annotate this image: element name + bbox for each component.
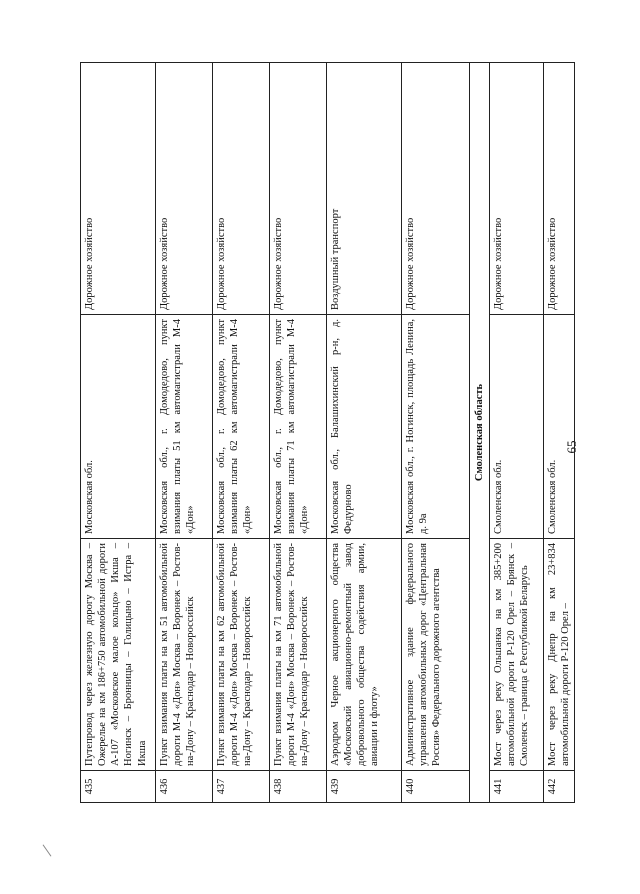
object-sector: Дорожное хозяйство [156,63,213,315]
row-number: 437 [213,771,270,803]
object-location: Смоленская обл. [490,315,544,539]
object-location: Смоленская обл. [544,315,575,539]
object-location: Московская обл., г. Домодедово, пункт взимания платы 71 км автомагистрали М-4 «Дон» [270,315,327,539]
object-sector: Дорожное хозяйство [270,63,327,315]
row-number: 438 [270,771,327,803]
object-name: Административное здание федерального управления автомобильных дорог «Центральная Россия» Федерального дорожного агентства [402,539,470,771]
object-location: Московская обл., Балашихинский р-н, д. Федурново [327,315,402,539]
object-sector: Дорожное хозяйство [544,63,575,315]
object-location: Московская обл., г. Домодедово, пункт взимания платы 62 км автомагистрали М-4 «Дон» [213,315,270,539]
object-name: Мост через реку Ольшанка на км 385+200 автомобильной дороги Р-120 Орел – Брянск – Смоленск – граница с Республикой Беларусь [490,539,544,771]
row-number: 436 [156,771,213,803]
table-row [213,63,270,803]
scan-mark [43,844,52,856]
object-name: Путепровод через железную дорогу Москва – Ожерелье на км 186+750 автомобильной дороги А-107 «Московское малое кольцо» Икша – Ногинск – Бронницы – Голицыно – Истра – Икша [81,539,156,771]
object-name: Пункт взимания платы на км 62 автомобильной дороги М-4 «Дон» Москва – Воронеж – Ростов-на-Дону – Краснодар – Новороссийск [213,539,270,771]
object-location: Московская обл. [81,315,156,539]
table-row [156,63,213,803]
object-name: Мост через реку Днепр на км 23+834 автомобильной дороги Р-120 Орел – [544,539,575,771]
row-number: 439 [327,771,402,803]
region-header-row [470,63,490,803]
objects-table [80,62,575,803]
row-number: 442 [544,771,575,803]
table-top-rule [80,63,81,803]
row-number: 441 [490,771,544,803]
object-name: Пункт взимания платы на км 71 автомобильной дороги М-4 «Дон» Москва – Воронеж – Ростов-на-Дону – Краснодар – Новороссийск [270,539,327,771]
object-sector: Воздушный транспорт [327,63,402,315]
object-name: Аэродром Черное акционерного общества «Московский авиационно-ремонтный завод добровольного общества содействия армии, авиации и флоту» [327,539,402,771]
page-number: 65 [564,440,579,454]
row-number: 435 [81,771,156,803]
table-row [270,63,327,803]
object-sector: Дорожное хозяйство [81,63,156,315]
table-row [490,63,544,803]
table-row [544,63,575,803]
object-sector: Дорожное хозяйство [402,63,470,315]
region-heading: Смоленская область [470,63,490,803]
object-sector: Дорожное хозяйство [213,63,270,315]
object-location: Московская обл., г. Ногинск, площадь Ленина, д. 9а [402,315,470,539]
row-number: 440 [402,771,470,803]
table-row [81,63,156,803]
table-row [402,63,470,803]
object-name: Пункт взимания платы на км 51 автомобильной дороги М-4 «Дон» Москва – Воронеж – Ростов-на-Дону – Краснодар – Новороссийск [156,539,213,771]
table-row [327,63,402,803]
object-location: Московская обл., г. Домодедово, пункт взимания платы 51 км автомагистрали М-4 «Дон» [156,315,213,539]
object-sector: Дорожное хозяйство [490,63,544,315]
